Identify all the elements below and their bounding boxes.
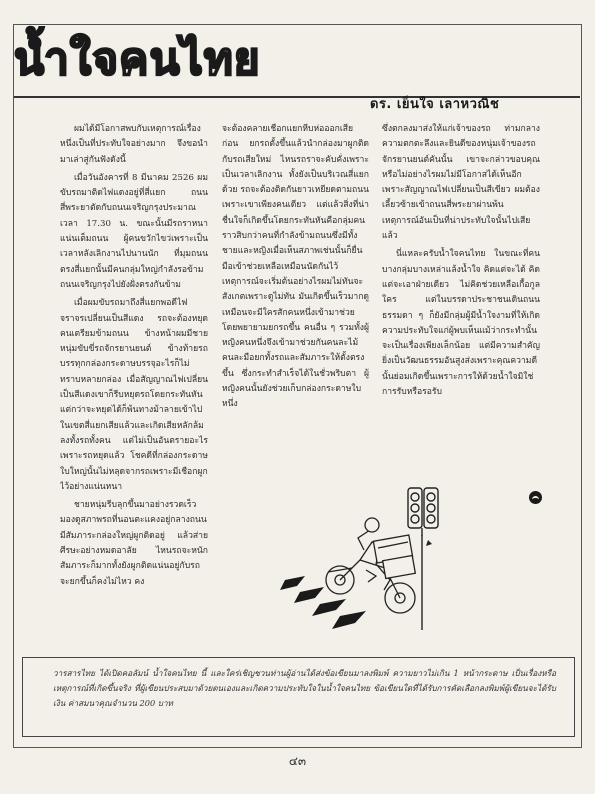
paragraph: เมื่อวันอังคารที่ 8 มีนาคม 2526 ผมขับรถมาติดไฟแดงอยู่ที่สี่แยก ถนนสี่พระยาตัดกับถนนเจริญกรุงประมาณเวลา 17.30 น. ขณะนั้นมีรถราหนาแน่นเต็มถนน ผู้คนขวักไขว่เพราะเป็นเวลาหลังเลิกงานไปนานนัก ที่มุมถนนตรงสี่แยกนั้นมีคนกลุ่มใหญ่กำลังรอข้ามถนนเจริญกรุงไปยังฝั่งตรงกันข้าม	[60, 172, 208, 290]
paragraph: ชายหนุ่มรีบลุกขึ้นมาอย่างรวดเร็ว มองดูสภาพรถที่นอนตะแคงอยู่กลางถนนมีสัมภาระกล่องใหญ่ผูกติดอยู่ แล้วส่ายศีรษะอย่างหมดอาลัย ไหนรถจะหนักสัมภาระก็มากทั้งยังผูกติดแน่นอยู่กับรถ จะยกขึ้นก็คงไม่ไหว คง	[60, 500, 208, 587]
paragraph: จะต้องคลายเชือกแยกหีบห่อออกเสียก่อน ยกรถตั้งขึ้นแล้วนำกล่องมาผูกติดกับรถเสียใหม่ ไหนรถราจะคับคั่งเพราะเป็นเวลาเลิกงาน ทั้งยังเป็นบริเวณสี่แยกด้วย รถจะต้องติดกันยาวเหยียดตามถนนเพราะเขาเพียงคนเดียว แต่แล้วสิ่งที่น่าชื่นใจก็เกิดขึ้นโดยกระทันหันคือกลุ่มคนราวสิบกว่าคนที่กำลังข้ามถนนซึ่งมีทั้งชายและหญิงเมื่อเห็นสภาพเช่นนั้นก็ยื่นมือเข้าช่วยเหลือเหมือนนัดกันไว้ เหตุการณ์จะเริ่มต้นอย่างไรผมไม่ทันจะสังเกตเพราะดูไม่ทัน มันเกิดขึ้นเร็วมากดูเหมือนจะมีใครสักคนหนึ่งเข้ามาช่วยโดยพยายามยกรถขึ้น คนอื่น ๆ รวมทั้งผู้หญิงคนหนึ่งจึงเข้ามาช่วยกันคนละไม้คนละมือยกทั้งรถและสัมภาระให้ตั้งตรงขึ้น ซึ่งกระทำสำเร็จได้ในชั่วพริบตา ผู้หญิงคนนั้นยังช่วยเก็บกล่องกระดาษใบหนึ่ง	[222, 124, 369, 410]
page-number: ๔๓	[288, 754, 307, 768]
paragraph: เมื่อผมขับรถมาถึงสี่แยกพอดีไฟจราจรเปลี่ยนเป็นสีแดง รถจะต้องหยุดคนเตรียมข้ามถนน ข้างหน้าผมมีชายหนุ่มขับขี่รถจักรยานยนต์ ข้างท้ายรถบรรทุกกล่องกระดาษบรรจุอะไรก็ไม่ทราบหลายกล่อง เมื่อสัญญาณไฟเปลี่ยนเป็นสีแดงเขาก็รีบหยุดรถโดยกระทันหัน แต่กว่าจะหยุดได้ก็พ้นทางม้าลายเข้าไปในเขตสี่แยกเสียแล้วและเกิดเสียหลักล้มลงทั้งรถทั้งคน แต่ไม่เป็นอันตรายอะไรเพราะรถหยุดแล้ว โชคดีที่กล่องกระดาษใบใหญ่นั้นไม่หลุดจากรถเพราะมีเชือกผูกไว้อย่างแน่นหนา	[60, 298, 208, 492]
magazine-logo-icon	[529, 491, 542, 504]
author-name: ดร. เย็นใจ เลาหวณิช	[370, 97, 500, 112]
article-title: น้ำใจคนไทย	[14, 34, 261, 85]
paragraph: ซึ่งตกลงมาส่งให้แก่เจ้าของรถ ท่ามกลางความตกตะลึงและยินดีของหนุ่มเจ้าของรถจักรยานยนต์คันนั้น เขาจะกล่าวขอบคุณหรือไม่อย่างไรผมไม่มีโอกาสได้เห็นอีก เพราะสัญญาณไฟเปลี่ยนเป็นสีเขียว ผมต้องเลี้ยวซ้ายเข้าถนนสี่พระยาผ่านพ้นเหตุการณ์อันเป็นที่น่าประทับใจนั้นไปเสียแล้ว	[382, 124, 540, 242]
paragraph: ผมได้มีโอกาสพบกับเหตุการณ์เรื่องหนึ่งเป็นที่ประทับใจอย่างมาก จึงขอนำมาเล่าสู่กันฟังดังนี้	[60, 124, 208, 165]
text-column-1	[60, 122, 208, 666]
paragraph: นี่แหละครับน้ำใจคนไทย ในขณะที่คนบางกลุ่มบางเหล่าแล้งน้ำใจ คิดแต่จะได้ คิดแต่จะเอาฝ่ายเดียว ไม่คิดช่วยเหลือเกื้อกูลใคร แต่ในบรรดาประชาชนเดินถนนธรรมดา ๆ ก็ยังมีกลุ่มผู้มีน้ำใจงามที่ให้เกิดความประทับใจแก่ผู้พบเห็นแม้ว่ากระทำนั้นจะเป็นเรื่องเพียงเล็กน้อย แต่มีความสำคัญยิ่งเป็นวัฒนธรรมอันสูงส่งเพราะคุณความดีนั้นย่อมเกิดขึ้นเพราะการให้ด้วยน้ำใจมิใช่การรับหรือรอรับ	[382, 249, 540, 398]
title-block	[14, 30, 314, 92]
text-column-3	[382, 122, 540, 497]
editor-note-box: วารสารไทย ได้เปิดคอลัมน์ น้ำใจคนไทย นี้ และใคร่เชิญชวนท่านผู้อ่านได้ส่งข้อเขียนมาลงพิมพ์ ความยาวไม่เกิน 1 หน้ากระดาษ เป็นเรื่องหรือเหตุการณ์ที่เกิดขึ้นจริง ที่ผู้เขียนประสบมาด้วยตนเองและเกิดความประทับใจในน้ำใจคนไทย ข้อเขียนใดที่ได้รับการคัดเลือกลงพิมพ์ผู้เขียนจะได้รับเงิน ค่าสมนาคุณจำนวน 200 บาท	[22, 657, 575, 737]
motorcycle-crossing-illustration	[280, 480, 460, 650]
cargo-boxes-icon	[373, 535, 415, 578]
